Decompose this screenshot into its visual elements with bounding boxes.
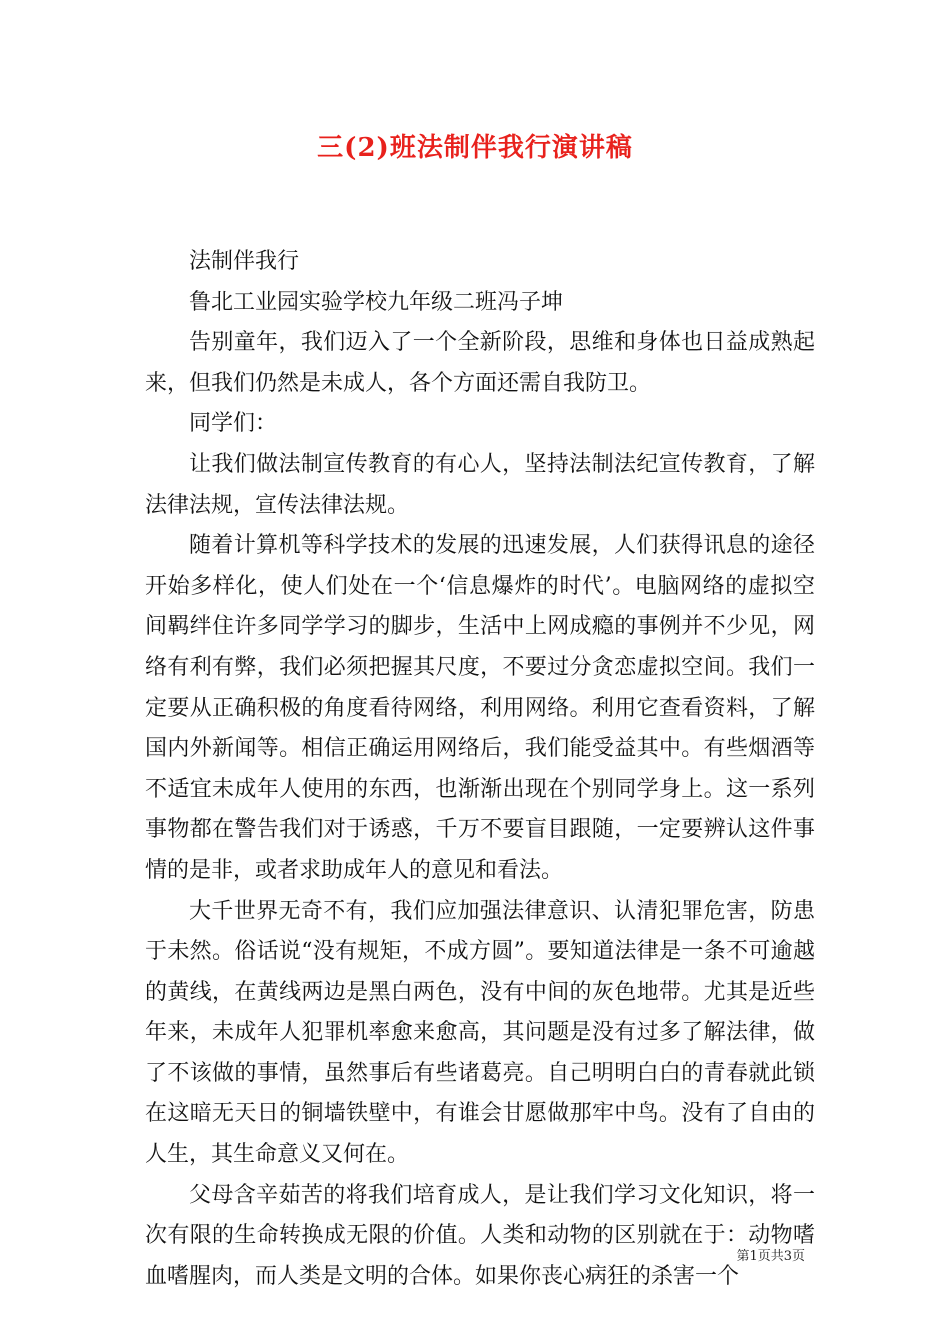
paragraph-author: 鲁北工业园实验学校九年级二班冯子坤	[189, 289, 564, 315]
paragraph: 父母含辛茹苦的将我们培育成人，是让我们学习文化知识，将一次有限的生命转换成无限的价值。人类和动物的区别就在于：动物嗜血嗜腥肉，而人类是文明的合体。如果你丧心病狂的杀害一个	[145, 1182, 815, 1289]
document-body	[145, 242, 815, 1297]
paragraph: 告别童年，我们迈入了一个全新阶段，思维和身体也日益成熟起来，但我们仍然是未成人，各个方面还需自我防卫。	[145, 330, 815, 396]
paragraph: 大千世界无奇不有，我们应加强法律意识、认清犯罪危害，防患于未然。俗话说“没有规矩，不成方圆”。要知道法律是一条不可逾越的黄线，在黄线两边是黑白两色，没有中间的灰色地带。尤其是近些年来，未成年人犯罪机率愈来愈高，其问题是没有过多了解法律，做了不该做的事情，虽然事后有些诸葛亮。自己明明白白的青春就此锁在这暗无天日的铜墙铁壁中，有谁会甘愿做那牢中鸟。没有了自由的人生，其生命意义又何在。	[145, 898, 815, 1168]
paragraph: 让我们做法制宣传教育的有心人，坚持法制法纪宣传教育，了解法律法规，宣传法律法规。	[145, 451, 815, 518]
paragraph-heading: 法制伴我行	[189, 249, 300, 274]
page-number: 第1页共3页	[736, 1249, 805, 1264]
document-title: 三(2)班法制伴我行演讲稿	[317, 133, 633, 163]
paragraph: 随着计算机等科学技术的发展的迅速发展，人们获得讯息的途径开始多样化，使人们处在一个‘信息爆炸的时代’。电脑网络的虚拟空间羁绊住许多同学学习的脚步，生活中上网成瘾的事例并不少见，网络有利有弊，我们必须把握其尺度，不要过分贪恋虚拟空间。我们一定要从正确积极的角度看待网络，利用网络。利用它查看资料，了解国内外新闻等。相信正确运用网络后，我们能受益其中。有些烟酒等不适宜未成年人使用的东西，也渐渐出现在个别同学身上。这一系列事物都在警告我们对于诱惑，千万不要盲目跟随，一定要辨认这件事情的是非，或者求助成年人的意见和看法。	[145, 533, 815, 883]
paragraph-salutation: 同学们：	[189, 411, 278, 437]
